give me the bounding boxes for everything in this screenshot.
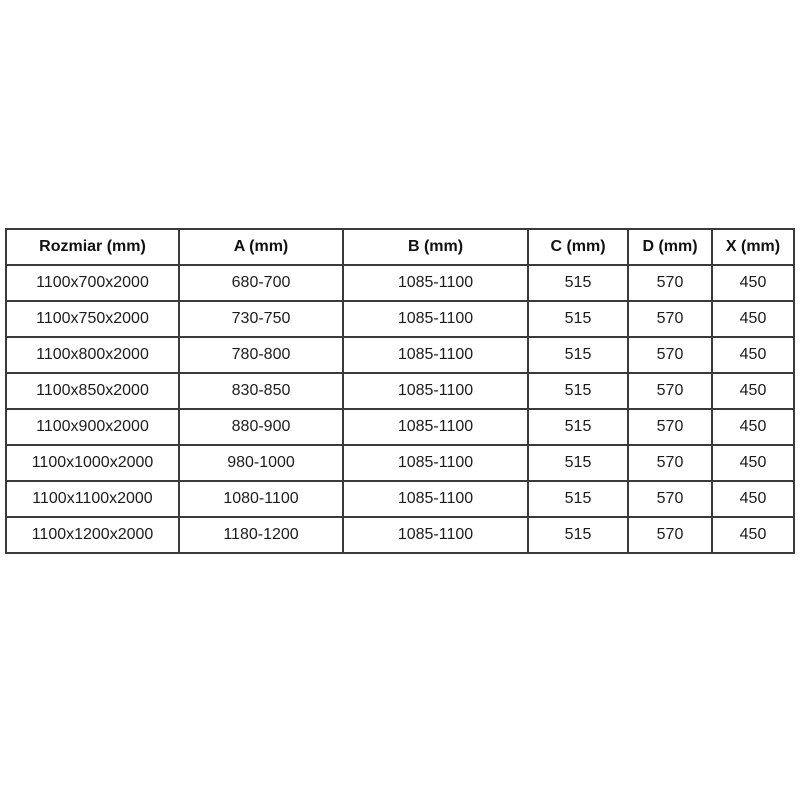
table-cell: 515 [528,337,628,373]
table-cell: 450 [712,481,794,517]
table-cell: 1100x800x2000 [6,337,179,373]
table-cell: 1080-1100 [179,481,343,517]
table-cell: 1085-1100 [343,373,528,409]
column-header-c: C (mm) [528,229,628,265]
table-row [6,481,794,517]
column-header-a: A (mm) [179,229,343,265]
table-cell: 570 [628,373,712,409]
table-cell: 515 [528,409,628,445]
table-cell: 1085-1100 [343,445,528,481]
table-cell: 1085-1100 [343,265,528,301]
table-cell: 880-900 [179,409,343,445]
table-cell: 570 [628,517,712,553]
table-cell: 450 [712,337,794,373]
table-cell: 515 [528,373,628,409]
table-cell: 515 [528,301,628,337]
table-cell: 515 [528,481,628,517]
table-cell: 1100x1100x2000 [6,481,179,517]
table-row [6,337,794,373]
table-cell: 1100x700x2000 [6,265,179,301]
table-cell: 450 [712,409,794,445]
size-spec-table [5,228,795,554]
table-cell: 1100x750x2000 [6,301,179,337]
table-cell: 1085-1100 [343,301,528,337]
table-cell: 1100x1200x2000 [6,517,179,553]
table-cell: 515 [528,445,628,481]
column-header-x: X (mm) [712,229,794,265]
table-cell: 1100x900x2000 [6,409,179,445]
column-header-b: B (mm) [343,229,528,265]
table-cell: 570 [628,409,712,445]
table-row [6,301,794,337]
table-cell: 1085-1100 [343,481,528,517]
table-cell: 830-850 [179,373,343,409]
table-cell: 1085-1100 [343,517,528,553]
header-row [6,229,794,265]
table-cell: 450 [712,373,794,409]
column-header-d: D (mm) [628,229,712,265]
table-cell: 570 [628,481,712,517]
table-row [6,373,794,409]
table-cell: 570 [628,445,712,481]
table-cell: 450 [712,265,794,301]
table-cell: 1100x850x2000 [6,373,179,409]
table-cell: 450 [712,517,794,553]
table-cell: 450 [712,301,794,337]
table-cell: 570 [628,265,712,301]
table-cell: 730-750 [179,301,343,337]
table-cell: 1180-1200 [179,517,343,553]
table-cell: 980-1000 [179,445,343,481]
table-cell: 1085-1100 [343,409,528,445]
table-row [6,265,794,301]
table-cell: 570 [628,337,712,373]
table-cell: 515 [528,517,628,553]
table-cell: 570 [628,301,712,337]
table-cell: 1085-1100 [343,337,528,373]
table-cell: 680-700 [179,265,343,301]
table-cell: 450 [712,445,794,481]
table-cell: 780-800 [179,337,343,373]
table-cell: 515 [528,265,628,301]
table-cell: 1100x1000x2000 [6,445,179,481]
table-row [6,409,794,445]
table-row [6,517,794,553]
table-row [6,445,794,481]
column-header-rozmiar: Rozmiar (mm) [6,229,179,265]
